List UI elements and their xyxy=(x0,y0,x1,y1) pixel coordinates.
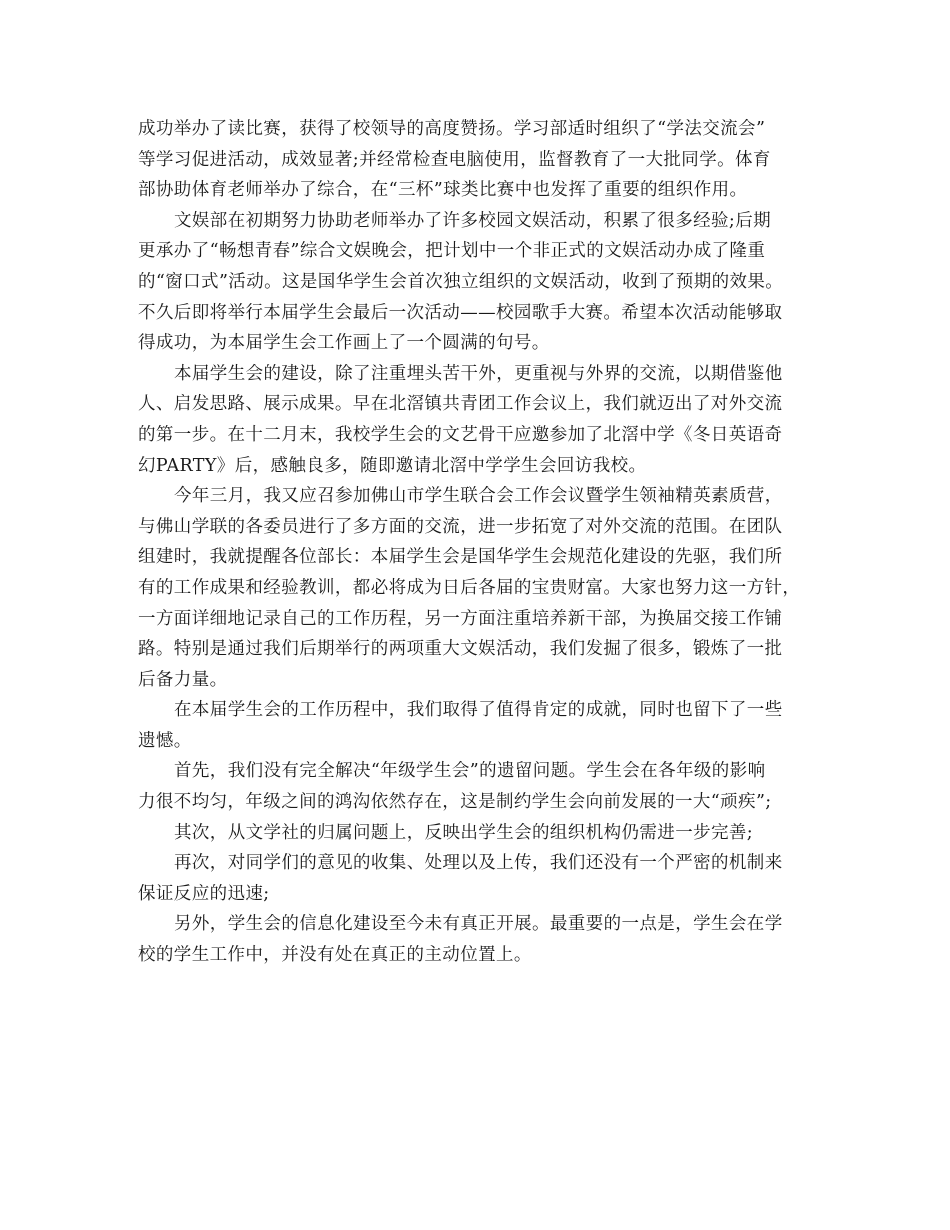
paragraph-2 xyxy=(138,206,820,359)
text-line: 部协助体育老师举办了综合，在“三杯”球类比赛中也发挥了重要的组织作用。 xyxy=(138,180,748,201)
paragraph-1 xyxy=(138,114,820,206)
text-line: 保证反应的迅速; xyxy=(138,883,270,904)
text-line: 更承办了“畅想青春”综合文娱晚会，把计划中一个非正式的文娱活动办成了隆重 xyxy=(138,241,766,262)
text-line: 一方面详细地记录自己的工作历程，另一方面注重培养新干部，为换届交接工作铺 xyxy=(138,608,783,629)
text-line: 本届学生会的建设，除了注重埋头苦干外，更重视与外界的交流，以期借鉴他 xyxy=(174,363,783,384)
text-line: 与佛山学联的各委员进行了多方面的交流，进一步拓宽了对外交流的范围。在团队 xyxy=(138,516,783,537)
text-line: 今年三月，我又应召参加佛山市学生联合会工作会议暨学生领袖精英素质营， xyxy=(174,486,783,507)
paragraph-8 xyxy=(138,848,820,909)
text-line: 文娱部在初期努力协助老师举办了许多校园文娱活动，积累了很多经验;后期 xyxy=(174,210,771,231)
paragraph-4 xyxy=(138,481,820,695)
text-line: 其次，从文学社的归属问题上，反映出学生会的组织机构仍需进一步完善; xyxy=(174,822,754,843)
text-line: 幻PARTY》后，感触良多，随即邀请北滘中学学生会回访我校。 xyxy=(138,455,647,476)
text-line: 在本届学生会的工作历程中，我们取得了值得肯定的成就，同时也留下了一些 xyxy=(174,700,783,721)
text-line: 遗憾。 xyxy=(138,730,192,751)
text-line: 的第一步。在十二月末，我校学生会的文艺骨干应邀参加了北滘中学《冬日英语奇 xyxy=(138,424,783,445)
text-line: 力很不均匀，年级之间的鸿沟依然存在，这是制约学生会向前发展的一大“顽疾”; xyxy=(138,792,772,813)
text-line: 得成功，为本届学生会工作画上了一个圆满的句号。 xyxy=(138,333,550,354)
document-body xyxy=(138,114,820,971)
text-line: 不久后即将举行本届学生会最后一次活动——校园歌手大赛。希望本次活动能够取 xyxy=(138,302,783,323)
text-line: 路。特别是通过我们后期举行的两项重大文娱活动，我们发掘了很多，锻炼了一批 xyxy=(138,639,783,660)
text-line: 校的学生工作中，并没有处在真正的主动位置上。 xyxy=(138,945,532,966)
text-line: 另外，学生会的信息化建设至今未有真正开展。最重要的一点是，学生会在学 xyxy=(174,914,783,935)
paragraph-3 xyxy=(138,359,820,481)
paragraph-9 xyxy=(138,909,820,970)
text-line: 后备力量。 xyxy=(138,669,228,690)
text-line: 的“窗口式”活动。这是国华学生会首次独立组织的文娱活动，收到了预期的效果。 xyxy=(138,271,784,292)
paragraph-6 xyxy=(138,756,820,817)
text-line: 组建时，我就提醒各位部长：本届学生会是国华学生会规范化建设的先驱，我们所 xyxy=(138,547,783,568)
text-line: 人、启发思路、展示成果。早在北滘镇共青团工作会议上，我们就迈出了对外交流 xyxy=(138,394,783,415)
text-line: 等学习促进活动，成效显著;并经常检查电脑使用，监督教育了一大批同学。体育 xyxy=(138,149,771,170)
paragraph-7 xyxy=(138,818,820,849)
text-line: 成功举办了读比赛，获得了校领导的高度赞扬。学习部适时组织了“学法交流会” xyxy=(138,119,766,139)
text-line: 有的工作成果和经验教训，都必将成为日后各届的宝贵财富。大家也努力这一方针， xyxy=(138,577,801,598)
paragraph-5 xyxy=(138,695,820,756)
text-line: 首先，我们没有完全解决“年级学生会”的遗留问题。学生会在各年级的影响 xyxy=(174,761,766,782)
text-line: 再次，对同学们的意见的收集、处理以及上传，我们还没有一个严密的机制来 xyxy=(174,853,783,874)
